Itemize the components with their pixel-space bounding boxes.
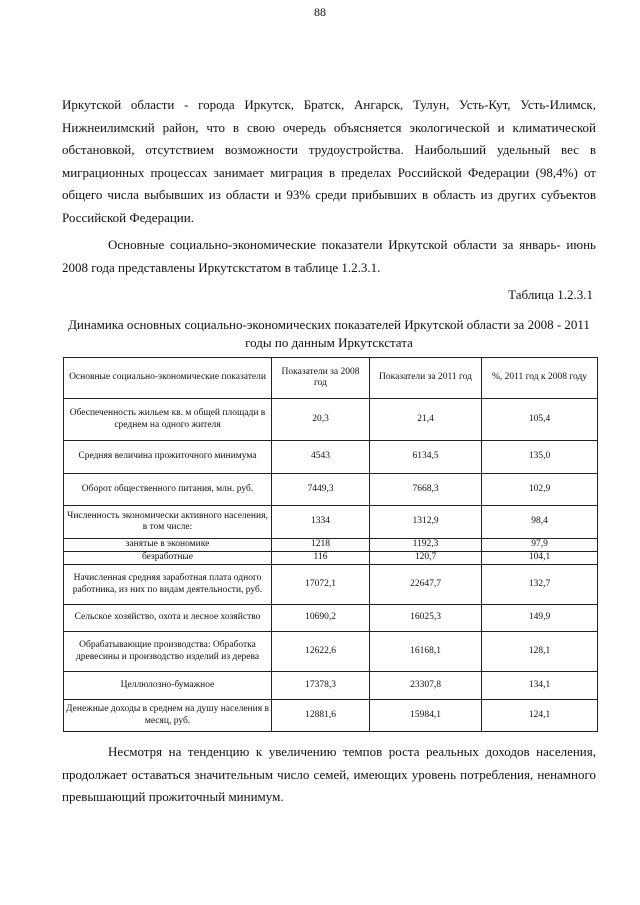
- cell-indicator: Обрабатывающие производства: Обработка древесины и производство изделий из дерева: [64, 632, 272, 672]
- cell-2008: 1218: [272, 539, 370, 552]
- indicators-table: [63, 357, 598, 732]
- cell-2008: 17378,3: [272, 672, 370, 700]
- header-2008: Показатели за 2008 год: [272, 358, 370, 399]
- cell-2011: 7668,3: [370, 474, 482, 506]
- table-row: [64, 474, 598, 506]
- paragraph-income: Несмотря на тенденцию к увеличению темпов роста реальных доходов населения, продолжает оставаться значительным число семей, имеющих уровень потребления, ненамного превышающий прожиточный минимум.: [62, 744, 596, 804]
- header-indicator: Основные социально-экономические показатели: [64, 358, 272, 399]
- cell-indicator: Начисленная средняя заработная плата одного работника, из них по видам деятельности, руб.: [64, 565, 272, 605]
- cell-2011: 6134,5: [370, 441, 482, 474]
- cell-2011: 21,4: [370, 399, 482, 441]
- cell-2011: 120,7: [370, 552, 482, 565]
- cell-percent: 98,4: [482, 506, 598, 539]
- table-row: [64, 632, 598, 672]
- table-label: Таблица 1.2.3.1: [508, 287, 593, 302]
- table-caption: Динамика основных социально-экономических показателей Иркутской области за 2008 - 2011 годы по данным Иркутскстата: [68, 317, 590, 350]
- cell-2008: 12622,6: [272, 632, 370, 672]
- table-header-row: [64, 358, 598, 399]
- cell-2011: 16168,1: [370, 632, 482, 672]
- cell-indicator: безработные: [64, 552, 272, 565]
- cell-percent: 102,9: [482, 474, 598, 506]
- cell-2008: 1334: [272, 506, 370, 539]
- cell-percent: 134,1: [482, 672, 598, 700]
- paragraph-table-intro: Основные социально-экономические показатели Иркутской области за январь- июнь 2008 года представлены Иркутскстатом в таблице 1.2.3.1.: [62, 237, 596, 275]
- cell-2008: 17072,1: [272, 565, 370, 605]
- cell-percent: 104,1: [482, 552, 598, 565]
- table-row: [64, 552, 598, 565]
- cell-2011: 22647,7: [370, 565, 482, 605]
- cell-percent: 128,1: [482, 632, 598, 672]
- cell-indicator: Оборот общественного питания, млн. руб.: [64, 474, 272, 506]
- cell-2011: 23307,8: [370, 672, 482, 700]
- cell-indicator: Численность экономически активного населения, в том числе:: [64, 506, 272, 539]
- cell-2011: 1312,9: [370, 506, 482, 539]
- cell-percent: 132,7: [482, 565, 598, 605]
- paragraph-migration: Иркутской области - города Иркутск, Братск, Ангарск, Тулун, Усть-Кут, Усть-Илимск, Нижнеилимский район, что в свою очередь объясняется экологической и климатической обстановкой, отсутствием возможности трудоустройства. Наибольший удельный вес в миграционных процессах занимает миграция в пределах Российской Федерации (98,4%) от общего числа выбывших из области и 93% среди прибывших в область из других субъектов Российской Федерации.: [62, 97, 596, 225]
- cell-percent: 105,4: [482, 399, 598, 441]
- cell-indicator: Целлюлозно-бумажное: [64, 672, 272, 700]
- cell-percent: 124,1: [482, 700, 598, 732]
- cell-indicator: Обеспеченность жильем кв. м общей площади в среднем на одного жителя: [64, 399, 272, 441]
- cell-2008: 4543: [272, 441, 370, 474]
- cell-indicator: занятые в экономике: [64, 539, 272, 552]
- cell-2008: 10690,2: [272, 605, 370, 632]
- cell-percent: 97,9: [482, 539, 598, 552]
- table-row: [64, 565, 598, 605]
- table-row: [64, 399, 598, 441]
- cell-2008: 20,3: [272, 399, 370, 441]
- cell-indicator: Средняя величина прожиточного минимума: [64, 441, 272, 474]
- table-row: [64, 441, 598, 474]
- cell-indicator: Сельское хозяйство, охота и лесное хозяйство: [64, 605, 272, 632]
- cell-2008: 12881,6: [272, 700, 370, 732]
- cell-2008: 7449,3: [272, 474, 370, 506]
- cell-2011: 1192,3: [370, 539, 482, 552]
- table-row: [64, 605, 598, 632]
- header-percent: %, 2011 год к 2008 году: [482, 358, 598, 399]
- cell-2011: 15984,1: [370, 700, 482, 732]
- table-row: [64, 506, 598, 539]
- cell-2011: 16025,3: [370, 605, 482, 632]
- header-2011: Показатели за 2011 год: [370, 358, 482, 399]
- table-row: [64, 700, 598, 732]
- cell-indicator: Денежные доходы в среднем на душу населения в месяц, руб.: [64, 700, 272, 732]
- page-number: 88: [314, 5, 326, 19]
- cell-percent: 149,9: [482, 605, 598, 632]
- cell-percent: 135,0: [482, 441, 598, 474]
- table-row: [64, 672, 598, 700]
- cell-2008: 116: [272, 552, 370, 565]
- table-row: [64, 539, 598, 552]
